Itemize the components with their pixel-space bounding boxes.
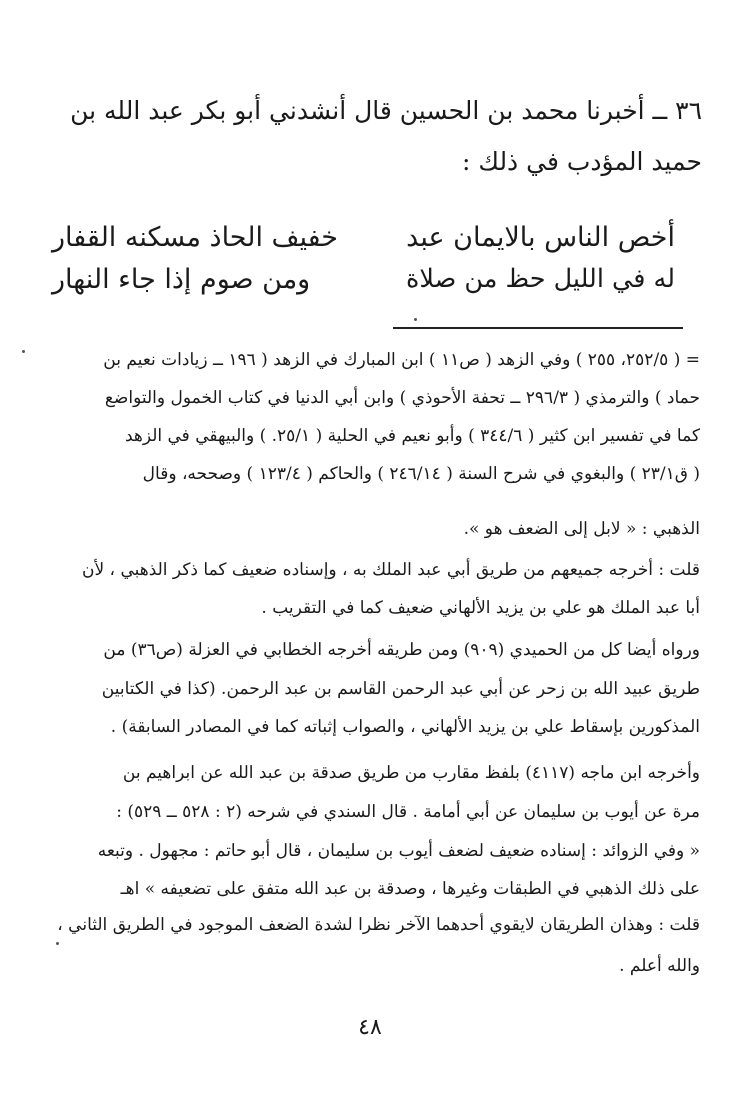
footnote-line: المذكورين بإسقاط علي بن يزيد الألهاني ، والصواب إثباته كما في المصادر السابقة) .	[110, 717, 700, 737]
footnote-line: طريق عبيد الله بن زحر عن أبي عبد الرحمن القاسم بن عبد الرحمن. (كذا في الكتابين	[101, 679, 700, 699]
footnote-line: مرة عن أيوب بن سليمان عن أبي أمامة . قال السندي في شرحه (٢ : ٥٢٨ ــ ٥٢٩) :	[116, 802, 700, 822]
poem-verse1-first-hemistich: أخص الناس بالايمان عبد	[406, 222, 675, 253]
footnote-line: حماد ) والترمذي ( ٢٩٦/٣ ــ تحفة الأحوذي ) وابن أبي الدنيا في كتاب الخمول والتواضع	[104, 388, 700, 408]
poem-verse1-second-hemistich: خفيف الحاذ مسكنه القفار	[52, 222, 338, 253]
hadith-line-1: ٣٦ ــ أخبرنا محمد بن الحسين قال أنشدني أبو بكر عبد الله بن	[70, 96, 702, 125]
footnote-separator	[393, 327, 683, 329]
footnote-line: الذهبي : « لابل إلى الضعف هو ».	[463, 519, 700, 539]
footnote-line: والله أعلم .	[619, 956, 700, 976]
footnote-line: على ذلك الذهبي في الطبقات وغيرها ، وصدقة بن عبد الله متفق على تضعيفه » اهـ	[120, 879, 700, 899]
poem-verse2-first-hemistich: له في الليل حظ من صلاة	[406, 264, 675, 294]
footnote-line: وأخرجه ابن ماجه (٤١١٧) بلفظ مقارب من طريق صدقة بن عبد الله عن ابراهيم بن	[122, 763, 700, 783]
page-number: ٤٨	[358, 1015, 382, 1040]
footnote-line: ( ق٢٣/١ ) والبغوي في شرح السنة ( ٢٤٦/١٤ ) والحاكم ( ١٢٣/٤ ) وصححه، وقال	[142, 464, 700, 484]
footnote-line: أبا عبد الملك هو علي بن يزيد الألهاني ضعيف كما في التقريب .	[261, 598, 700, 618]
footnote-line: قلت : أخرجه جميعهم من طريق أبي عبد الملك به ، وإسناده ضعيف كما ذكر الذهبي ، لأن	[81, 560, 700, 580]
footnote-line: قلت : وهذان الطريقان لايقوي أحدهما الآخر نظرا لشدة الضعف الموجود في الطريق الثاني ،	[57, 915, 700, 935]
footnote-line: = ( ٢٥٢/٥، ٢٥٥ ) وفي الزهد ( ص١١ ) ابن المبارك في الزهد ( ١٩٦ ــ زيادات نعيم بن	[103, 350, 700, 370]
scan-speck	[56, 942, 59, 945]
footnote-line: كما في تفسير ابن كثير ( ٣٤٤/٦ ) وأبو نعيم في الحلية ( ٢٥/١. ) والبيهقي في الزهد	[124, 426, 700, 446]
scan-speck	[414, 318, 417, 321]
poem-verse2-second-hemistich: ومن صوم إذا جاء النهار	[52, 264, 311, 295]
footnote-line: ورواه أيضا كل من الحميدي (٩٠٩) ومن طريقه أخرجه الخطابي في العزلة (ص٣٦) من	[103, 640, 700, 660]
scan-speck	[22, 350, 25, 353]
hadith-line-2: حميد المؤدب في ذلك :	[462, 147, 702, 176]
footnote-line: « وفي الزوائد : إسناده ضعيف لضعف أيوب بن سليمان ، قال أبو حاتم : مجهول . وتبعه	[97, 841, 700, 861]
